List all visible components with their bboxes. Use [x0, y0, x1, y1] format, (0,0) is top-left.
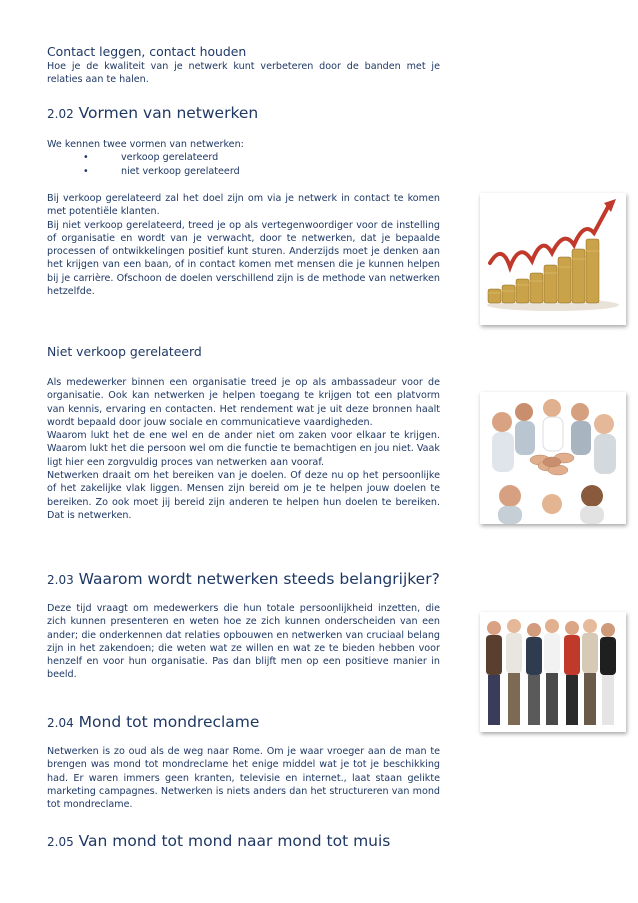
section-number: 2.05: [47, 835, 74, 849]
section-2-04: [47, 713, 440, 733]
section-2-04-body: [47, 745, 440, 811]
paragraph: Als medewerker binnen een organisatie treed je op als ambassadeur voor de organisatie. Ook kan netwerken je helpen toegang te krijgen tot een platvorm van kennis, ervaring en contacten. Het rendement wat je uit deze bronnen haalt wordt bepaald door jouw sociale en communicatieve vaardigheden.: [47, 377, 440, 428]
people-whispering-image: [480, 612, 626, 732]
section-title: [47, 832, 440, 852]
section-title: [47, 104, 440, 124]
section-title: [47, 570, 440, 590]
section-number: 2.03: [47, 573, 74, 587]
section-title-text: Mond tot mondreclame: [78, 713, 260, 731]
section-heading: Contact leggen, contact houden: [47, 44, 247, 59]
section-title-text: Van mond tot mond naar mond tot muis: [78, 832, 391, 850]
section-2-05: [47, 832, 440, 852]
section-number: 2.02: [47, 107, 74, 121]
section-title-text: Vormen van netwerken: [78, 104, 259, 122]
list-item: • niet verkoop gerelateerd: [47, 165, 440, 178]
paragraph: Netwerken is zo oud als de weg naar Rome. Om je waar vroeger aan de man te brengen was mond tot mondreclame het enige middel wat je tot je beschikking had. Er waren immers geen kranten, televisie en internet., laat staan gelikte marketing campagnes. Netwerken is niets anders dan het structureren van mond tot mondreclame.: [47, 746, 440, 811]
section-title: [47, 713, 440, 733]
section-2-03: [47, 570, 440, 590]
team-hands-graphic: [480, 392, 626, 524]
section-2-03-body: [47, 602, 440, 682]
paragraph: Deze tijd vraagt om medewerkers die hun totale persoonlijkheid inzetten, die zich kunnen presenteren en weten hoe ze zich kunnen onderscheiden van een ander; die onderkennen dat relaties opbouwen en netwerken van cruciaal belang zijn in het zakendoen; die weten wat ze willen en wat ze te bieden hebben voor henzelf en voor hun organisatie. Pas dan blijft men op een positieve manier in beeld.: [47, 603, 440, 681]
section-niet-verkoop: [47, 344, 440, 359]
coins-growth-arrow-image: [480, 193, 626, 325]
coins-chart-graphic: [480, 193, 626, 325]
section-text: Hoe je de kwaliteit van je netwerk kunt verbeteren door de banden met je relaties aan te halen.: [47, 61, 440, 86]
paragraph: Waarom lukt het de ene wel en de ander niet om zaken voor elkaar te krijgen. Waarom lukt het die persoon wel om die functie te bemachtigen en jou niet. Vaak ligt hier een zorgvuldig proces van netwerken aan vooraf.: [47, 430, 440, 468]
section-2-02-body: [47, 138, 440, 178]
section-title-text: Waarom wordt netwerken steeds belangrijker?: [78, 570, 440, 588]
section-number: 2.04: [47, 716, 74, 730]
paragraph: Netwerken draait om het bereiken van je doelen. Of deze nu op het persoonlijke of het zakelijke vlak liggen. Mensen zijn bereid om je te helpen jouw doelen te bereiken. Zo ook moet jij bereid zijn anderen te helpen hun doelen te bereiken. Dat is netwerken.: [47, 470, 440, 521]
section-niet-verkoop-body: [47, 376, 440, 522]
hands-together-team-image: [480, 392, 626, 524]
list-item: • verkoop gerelateerd: [47, 151, 440, 164]
whispering-people-graphic: [480, 612, 626, 732]
section-2-02-paragraphs: [47, 192, 440, 298]
paragraph: Bij niet verkoop gerelateerd, treed je op als vertegenwoordiger voor de instelling of organisatie en wordt van je verwacht, door te netwerken, dat je bepaalde processen of ontwikkelingen positief kunt sturen. Anderzijds moet je denken aan het krijgen van een baan, of in contact komen met mensen die je kunnen helpen bij je carrière. Ofschoon de doelen verschillend zijn is de methode van netwerken hetzelfde.: [47, 219, 440, 298]
section-2-02: [47, 104, 440, 124]
section-heading: Niet verkoop gerelateerd: [47, 344, 202, 359]
section-contact: [47, 44, 440, 87]
intro-text: We kennen twee vormen van netwerken:: [47, 139, 244, 150]
bullet-list: [47, 151, 440, 178]
paragraph: Bij verkoop gerelateerd zal het doel zijn om via je netwerk in contact te komen met potentiële klanten.: [47, 193, 440, 218]
